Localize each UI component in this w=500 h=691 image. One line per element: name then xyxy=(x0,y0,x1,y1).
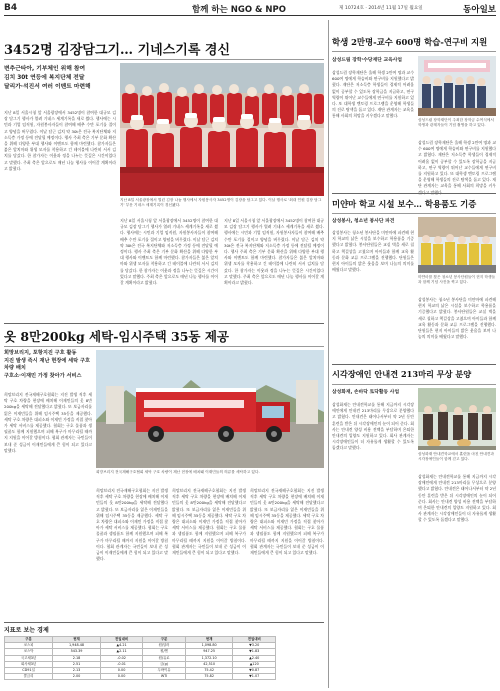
column-header: 전일대비 xyxy=(100,637,142,643)
column-header: 전일대비 xyxy=(233,637,276,643)
clothes-headline: 옷 8만200kg 세탁-임시주택 35동 제공 xyxy=(4,329,230,344)
table-cell: -0.02 xyxy=(100,655,142,661)
divider xyxy=(332,364,496,365)
divider xyxy=(332,193,496,194)
issue-info: 제 10724호 · 2014년 11월 17일 월요일 xyxy=(339,6,423,11)
divider xyxy=(4,622,324,623)
table-cell: 2.13 xyxy=(53,668,101,674)
table-cell: 0.00 xyxy=(100,674,142,680)
column-header: 현재 xyxy=(185,637,233,643)
table-cell: 1,372.10 xyxy=(185,655,233,661)
section-title: 함께 하는 NGO & NPO xyxy=(192,5,286,15)
table-cell: -0.01 xyxy=(100,661,142,667)
school-headline: 미얀마 학교 시설 보수… 학용품도 기증 xyxy=(332,199,477,209)
eyesight-headline: 시각장애인 안내견 213마리 무상 분양 xyxy=(332,369,472,379)
table-cell: ▼3.20 xyxy=(233,643,276,649)
students-body-col2: 삼성드림 장학재단은 올해 학생 2만여 명과 교수 600여 명에게 학습비와 연구비를 지원했다고 밝혔다. 재단은 저소득층 학생들이 경제적 어려움 없이 공부할 수 있도록 장학금을 지급하고, 연구 역량이 뛰어난 교수들에게 연구비를 지원하고 있다. 또 대학생 멘토링 프로그램을 운영해 학생들의 진로 탐색을 돕고 있다. 재단 관계자는 교육을 통해 사회의 희망을 키우 xyxy=(418,140,496,189)
kimchi-subhead: 변추근타아, 기부체인 위해 참여 김치 30t 연등에 복지단체 전달 달리가·석진서 여러 이벤트 마련해 xyxy=(4,66,91,90)
column-header: 구분 xyxy=(5,637,53,643)
eyesight-photo xyxy=(418,388,496,450)
eyesight-body-col2: 삼성화재는 안내견학교를 통해 지금까지 시각장애인에게 안내견 213마리를 무상으로 분양했다고 밝혔다. 안내견은 태어나서부터 약 2년 동안 훈련을 받은 뒤 시각장애인의 눈이 되어 준다. 회사는 안내견 양성 비용 전액을 부담하며 은퇴한 안내견의 입양도 지원하고 있다. 회사 관계자는 시각장애인들이 더 자유롭게 생활할 수 있도록 돕겠다고 말했다. xyxy=(418,474,496,523)
divider xyxy=(4,346,324,347)
table-cell: ▲4.21 xyxy=(100,643,142,649)
economy-indicator-table xyxy=(4,625,276,687)
clothes-subhead: 희망브리지, 포항지진 구호 활동 지진 발생 즉시 재난 현장에 세탁 구호 차량 배치 구호소·이재민 가정 찾아가 서비스 xyxy=(4,350,91,379)
table-cell: ▼0.87 xyxy=(233,668,276,674)
divider xyxy=(332,384,496,385)
students-subhead: 삼성드림 장학·수당재단 교육사업 xyxy=(332,58,403,63)
page-header xyxy=(4,3,496,16)
eyesight-photo-caption: 삼성화재 안내견학교에서 훈련을 마친 안내견과 시각장애인들이 함께 걷고 있다. xyxy=(418,452,494,461)
table-cell: ▲2.40 xyxy=(233,655,276,661)
column-divider xyxy=(328,20,329,688)
paper-name: 동아일보 xyxy=(463,5,496,15)
students-photo-caption: 삼성드림 장학재단이 주최한 장학금 수여식에서 학생과 관계자들이 기념 촬영을 하고 있다. xyxy=(418,118,494,127)
table-cell: 543.39 xyxy=(53,649,101,655)
table-cell: 회사채3년 xyxy=(5,661,53,667)
clothes-body-col1: 희망브리지 전국재해구호협회는 지진 발생 직후 세탁 구호 차량을 현장에 배치해 이재민들의 옷 8만200kg을 세탁해 전달했다고 밝혔다. 또 보금자리를 잃은 이재민들을 위해 임시주택 35동을 제공했다. 세탁 구호 차량은 대피소와 이재민 가정을 직접 찾아가 세탁 서비스를 제공했다. 협회는 구호 물품과 생필품도 함께 지원했으며 피해 복구가 마무리될 때까지 지원을 이어갈 방침이다. 협회 관계자는 국민들이 보내 준 성금이 이재민들에게 큰 힘이 되고 있다고 말했다. xyxy=(4,392,92,453)
table-cell: ▼1.07 xyxy=(233,674,276,680)
table-cell: 75.82 xyxy=(185,674,233,680)
table-cell: ▲120 xyxy=(233,661,276,667)
table-cell: ▲2.11 xyxy=(100,649,142,655)
school-photo xyxy=(418,217,496,273)
school-body-col1: 삼성봉사는 청소년 봉사단을 미얀마에 파견해 현지 학교의 낡은 시설을 보수하고 학용품을 기증했다고 밝혔다. 봉사단원들은 교실 벽을 새로 칠하고 책걸상을 고쳤으며 아이들과 함께 교육 활동과 문화 교류 프로그램을 진행했다. 단원들은 현지 아이들의 밝은 웃음을 보며 나눔의 의미를 배웠다고 말했다. xyxy=(332,230,414,273)
table-cell: 2.18 xyxy=(53,655,101,661)
students-photo xyxy=(418,56,496,116)
divider xyxy=(4,59,324,60)
table-cell: 1,098.80 xyxy=(185,643,233,649)
column-header: 구분 xyxy=(143,637,185,643)
table-cell: 코스피 xyxy=(5,643,53,649)
school-subhead: 삼성봉사, 청소년 봉사단 파견 xyxy=(332,219,395,224)
table-cell: 2.51 xyxy=(53,661,101,667)
kimchi-photo-caption: 지난 8일 서울광장에서 열린 김장 나눔 행사에서 자원봉사자 3452명이 김장을 담그고 있다. 이날 행사로 '최대 인원 김장 담그기' 부문 기네스 세계기록이 경신됐다. xyxy=(120,198,322,207)
kimchi-body-col2: 지난 8일 서울시청 앞 서울광장에서 3452명이 참여한 대규모 김장 담그기 행사가 열려 기네스 세계기록을 새로 썼다. 행사에는 시민과 기업 임직원, 자원봉사자들이 참여해 배추 수만 포기를 절이고 양념을 버무렸다. 이날 담근 김치 약 30t은 전국 복지단체와 저소득층 가정 등에 전달될 예정이다. 행사 주최 측은 기부 문화 확산을 위해 다양한 부대 행사와 이벤트도 함께 마련했다. 참가자들은 붉은 앞치마와 위생 모자를 착용하고 긴 테이블에 나란히 서서 김치를 담갔다. 한 참가자는 이웃과 정을 나누는 뜻깊은 시간이었다고 말했다. 주최 측은 앞으로도 매년 나눔 행사를 이어갈 계획이라고 밝혔다. xyxy=(120,218,218,286)
school-body-col2: 삼성봉사는 청소년 봉사단을 미얀마에 파견해 현지 학교의 낡은 시설을 보수하고 학용품을 기증했다고 밝혔다. 봉사단원들은 교실 벽을 새로 칠하고 책걸상을 고쳤으며 아이들과 함께 교육 활동과 문화 교류 프로그램을 진행했다. 단원들은 현지 아이들의 밝은 웃음을 보며 나눔의 의미를 배웠다고 말했다. xyxy=(418,297,496,340)
table-cell: 국고채3년 xyxy=(5,655,53,661)
table-cell: 75.42 xyxy=(185,668,233,674)
table-cell: 콜금리 xyxy=(5,674,53,680)
table-cell: 원/엔 xyxy=(143,649,185,655)
clothes-photo-caption: 희망브리지 전국재해구호협회 세탁 구호 차량이 재난 현장에 배치돼 이재민들의 의류를 세탁하고 있다. xyxy=(96,470,260,474)
column-header: 현재 xyxy=(53,637,101,643)
rates-table xyxy=(4,636,276,680)
kimchi-photo xyxy=(120,63,324,196)
eyesight-body-col1: 삼성화재는 안내견학교를 통해 지금까지 시각장애인에게 안내견 213마리를 무상으로 분양했다고 밝혔다. 안내견은 태어나서부터 약 2년 동안 훈련을 받은 뒤 시각장애인의 눈이 되어 준다. 회사는 안내견 양성 비용 전액을 부담하며 은퇴한 안내견의 입양도 지원하고 있다. 회사 관계자는 시각장애인들이 더 자유롭게 생활할 수 있도록 돕겠다고 말했다. xyxy=(332,402,414,451)
page-number: B4 xyxy=(4,3,18,13)
divider xyxy=(332,213,496,214)
table-cell: 코스닥 xyxy=(5,649,53,655)
eyesight-subhead: 삼성화재, 손바닥 토닥활동 사업 xyxy=(332,390,400,395)
divider xyxy=(332,51,496,52)
divider xyxy=(4,323,324,324)
clothes-body-col4: 희망브리지 전국재해구호협회는 지진 발생 직후 세탁 구호 차량을 현장에 배치해 이재민들의 옷 8만200kg을 세탁해 전달했다고 밝혔다. 또 보금자리를 잃은 이재민들을 위해 임시주택 35동을 제공했다. 세탁 구호 차량은 대피소와 이재민 가정을 직접 찾아가 세탁 서비스를 제공했다. 협회는 구호 물품과 생필품도 함께 지원했으며 피해 복구가 마무리될 때까지 지원을 이어갈 방침이다. 협회 관계자는 국민들이 보내 준 성금이 이재민들에게 큰 힘이 되고 있다고 말했다. xyxy=(250,488,324,556)
table-cell: 원/유로 xyxy=(143,655,185,661)
table-cell: 두바이유 xyxy=(143,668,185,674)
table-row xyxy=(5,674,276,680)
table-title: 지표로 보는 경제 xyxy=(4,627,49,634)
table-cell: 1,948.48 xyxy=(53,643,101,649)
kimchi-body-col3: 지난 8일 서울시청 앞 서울광장에서 3452명이 참여한 대규모 김장 담그기 행사가 열려 기네스 세계기록을 새로 썼다. 행사에는 시민과 기업 임직원, 자원봉사자들이 참여해 배추 수만 포기를 절이고 양념을 버무렸다. 이날 담근 김치 약 30t은 전국 복지단체와 저소득층 가정 등에 전달될 예정이다. 행사 주최 측은 기부 문화 확산을 위해 다양한 부대 행사와 이벤트도 함께 마련했다. 참가자들은 붉은 앞치마와 위생 모자를 착용하고 긴 테이블에 나란히 서서 김치를 담갔다. 한 참가자는 이웃과 정을 나누는 뜻깊은 시간이었다고 말했다. 주최 측은 앞으로도 매년 나눔 행사를 이어갈 계획이라고 밝혔다. xyxy=(224,218,324,286)
clothes-body-col2: 희망브리지 전국재해구호협회는 지진 발생 직후 세탁 구호 차량을 현장에 배치해 이재민들의 옷 8만200kg을 세탁해 전달했다고 밝혔다. 또 보금자리를 잃은 이재민들을 위해 임시주택 35동을 제공했다. 세탁 구호 차량은 대피소와 이재민 가정을 직접 찾아가 세탁 서비스를 제공했다. 협회는 구호 물품과 생필품도 함께 지원했으며 피해 복구가 마무리될 때까지 지원을 이어갈 방침이다. 협회 관계자는 국민들이 보내 준 성금이 이재민들에게 큰 힘이 되고 있다고 말했다. xyxy=(96,488,168,562)
table-cell: 42,510 xyxy=(185,661,233,667)
table-cell: 0.00 xyxy=(100,668,142,674)
clothes-body-col3: 희망브리지 전국재해구호협회는 지진 발생 직후 세탁 구호 차량을 현장에 배치해 이재민들의 옷 8만200kg을 세탁해 전달했다고 밝혔다. 또 보금자리를 잃은 이재민들을 위해 임시주택 35동을 제공했다. 세탁 구호 차량은 대피소와 이재민 가정을 직접 찾아가 세탁 서비스를 제공했다. 협회는 구호 물품과 생필품도 함께 지원했으며 피해 복구가 마무리될 때까지 지원을 이어갈 방침이다. 협회 관계자는 국민들이 보내 준 성금이 이재민들에게 큰 힘이 되고 있다고 말했다. xyxy=(172,488,246,556)
table-cell: WTI xyxy=(143,674,185,680)
students-headline: 학생 2만명-교수 600명 학습-연구비 지원 xyxy=(332,37,488,47)
table-cell: 원/달러 xyxy=(143,643,185,649)
table-cell: 947.25 xyxy=(185,649,233,655)
table-cell: 금(g) xyxy=(143,661,185,667)
kimchi-headline: 3452명 김장담그기… 기네스기록 경신 xyxy=(4,43,231,58)
table-cell: ▼1.83 xyxy=(233,649,276,655)
kimchi-body-col1: 지난 8일 서울시청 앞 서울광장에서 3452명이 참여한 대규모 김장 담그기 행사가 열려 기네스 세계기록을 새로 썼다. 행사에는 시민과 기업 임직원, 자원봉사자들이 참여해 배추 수만 포기를 절이고 양념을 버무렸다. 이날 담근 김치 약 30t은 전국 복지단체와 저소득층 가정 등에 전달될 예정이다. 행사 주최 측은 기부 문화 확산을 위해 다양한 부대 행사와 이벤트도 함께 마련했다. 참가자들은 붉은 앞치마와 위생 모자를 착용하고 긴 테이블에 나란히 서서 김치를 담갔다. 한 참가자는 이웃과 정을 나누는 뜻깊은 시간이었다고 말했다. 주최 측은 앞으로도 매년 나눔 행사를 이어갈 계획이라고 밝혔다. xyxy=(4,110,116,171)
students-body-col1: 삼성드림 장학재단은 올해 학생 2만여 명과 교수 600여 명에게 학습비와 연구비를 지원했다고 밝혔다. 재단은 저소득층 학생들이 경제적 어려움 없이 공부할 수 있도록 장학금을 지급하고, 연구 역량이 뛰어난 교수들에게 연구비를 지원하고 있다. 또 대학생 멘토링 프로그램을 운영해 학생들의 진로 탐색을 돕고 있다. 재단 관계자는 교육을 통해 사회의 희망을 키우겠다고 말했다. xyxy=(332,70,414,119)
clothes-photo xyxy=(96,350,324,468)
table-cell: 2.00 xyxy=(53,674,101,680)
school-photo-caption: 미얀마를 찾은 청소년 봉사단원들이 현지 학생들과 함께 기념 사진을 찍고 있다. xyxy=(418,275,496,284)
table-cell: CD91일 xyxy=(5,668,53,674)
